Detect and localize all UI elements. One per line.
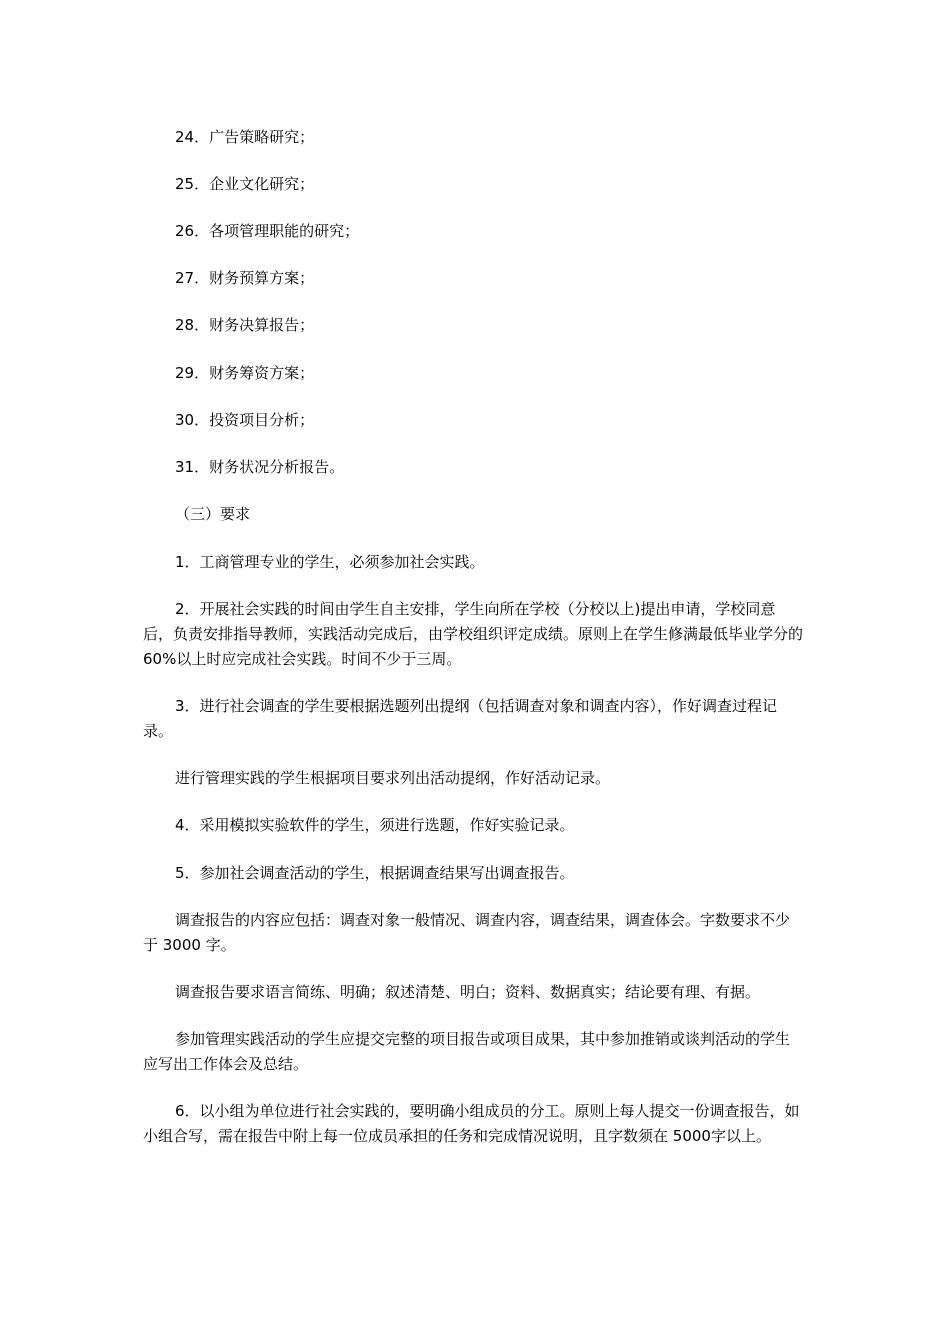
requirement-paragraph: 3．进行社会调查的学生要根据选题列出提纲（包括调查对象和调查内容），作好调查过程记录。 bbox=[143, 697, 778, 740]
requirement-paragraph: 6．以小组为单位进行社会实践的，要明确小组成员的分工。原则上每人提交一份调查报告，如小组合写，需在报告中附上每一位成员承担的任务和完成情况说明，且字数须在 5000字以上。 bbox=[143, 1102, 800, 1145]
list-item: 25．企业文化研究； bbox=[175, 175, 315, 193]
requirement-paragraph: 5．参加社会调查活动的学生，根据调查结果写出调查报告。 bbox=[175, 864, 575, 882]
list-item: 27．财务预算方案； bbox=[175, 269, 315, 287]
list-item: 30．投资项目分析； bbox=[175, 411, 315, 429]
requirement-paragraph: 2．开展社会实践的时间由学生自主安排，学生向所在学校（分校以上)提出申请，学校同意后，负责安排指导教师，实践活动完成后，由学校组织评定成绩。原则上在学生修满最低毕业学分的 60%以上时应完成社会实践。时间不少于三周。 bbox=[143, 600, 804, 668]
list-item: 26．各项管理职能的研究； bbox=[175, 222, 360, 240]
list-item: 29．财务筹资方案； bbox=[175, 364, 315, 382]
list-item: 24．广告策略研究； bbox=[175, 128, 315, 146]
list-item: 28．财务决算报告； bbox=[175, 316, 315, 334]
requirement-paragraph: 1．工商管理专业的学生，必须参加社会实践。 bbox=[175, 553, 485, 571]
requirement-paragraph: 调查报告的内容应包括：调查对象一般情况、调查内容，调查结果，调查体会。字数要求不少于 3000 字。 bbox=[143, 911, 791, 954]
list-item: 31．财务状况分析报告。 bbox=[175, 458, 345, 476]
requirement-paragraph: 参加管理实践活动的学生应提交完整的项目报告或项目成果，其中参加推销或谈判活动的学生应写出工作体会及总结。 bbox=[143, 1030, 791, 1073]
requirement-paragraph: 4．采用模拟实验软件的学生，须进行选题，作好实验记录。 bbox=[175, 816, 575, 834]
section-heading: （三）要求 bbox=[175, 505, 251, 523]
requirement-paragraph: 调查报告要求语言简练、明确；叙述清楚、明白；资料、数据真实；结论要有理、有据。 bbox=[175, 983, 761, 1001]
requirement-paragraph: 进行管理实践的学生根据项目要求列出活动提纲，作好活动记录。 bbox=[175, 769, 611, 787]
